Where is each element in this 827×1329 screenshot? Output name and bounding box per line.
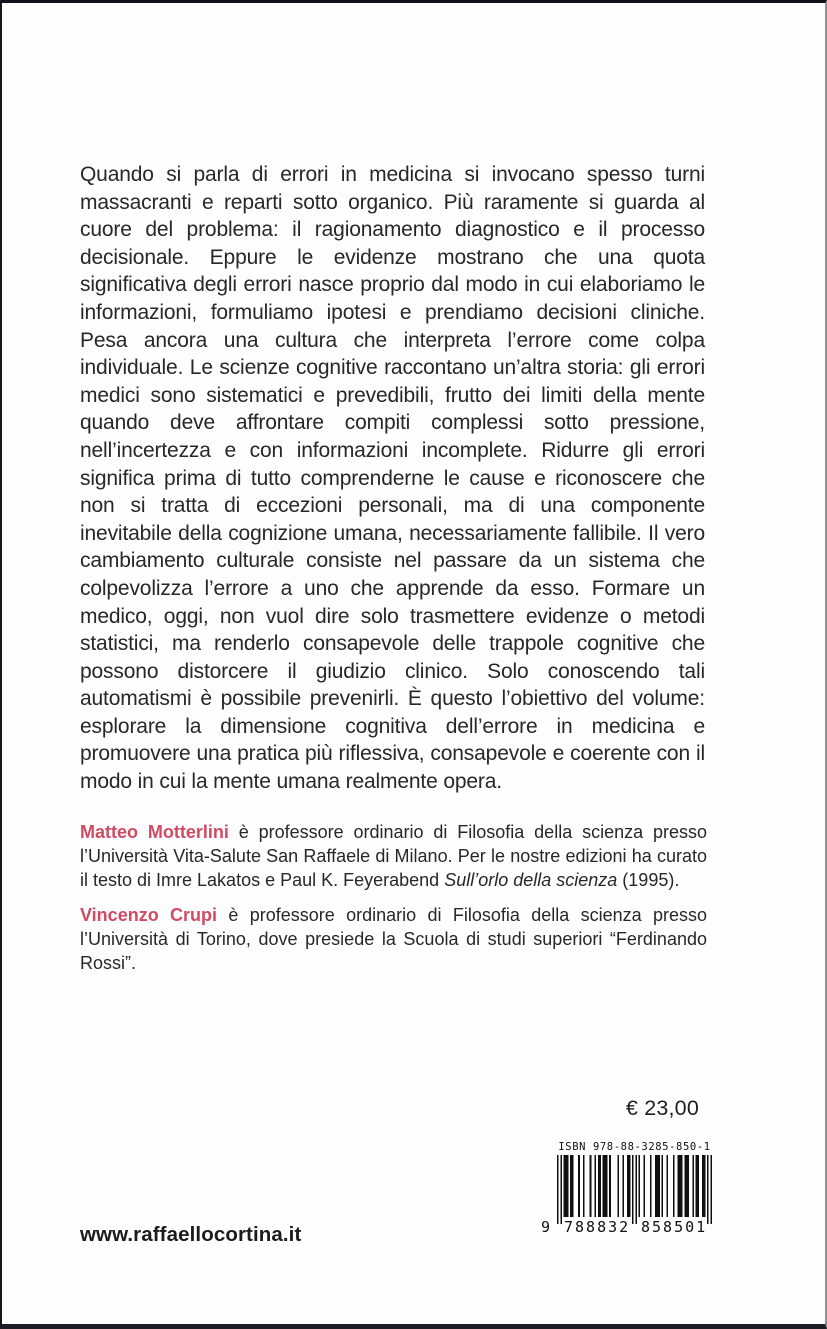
isbn-barcode-block bbox=[541, 1141, 712, 1236]
barcode-digits-left: 788832 bbox=[564, 1218, 631, 1236]
isbn-number-label: ISBN 978-88-3285-850-1 bbox=[558, 1141, 711, 1153]
author-bios bbox=[80, 820, 707, 986]
back-cover-blurb: Quando si parla di errori in medicina si invocano spesso turni massacranti e reparti sotto organico. Più raramente si guarda al cuore del problema: il ragionamento diagnostico e il processo decisionale. Eppure le evidenze mostrano che una quota significativa degli errori nasce proprio dal modo in cui elaboriamo le informazioni, formuliamo ipotesi e prendiamo decisioni cliniche. Pesa ancora una cultura che interpreta l’errore come colpa individuale. Le scienze cognitive raccontano un’altra storia: gli errori medici sono sistematici e prevedibili, frutto dei limiti della mente quando deve affrontare compiti complessi sotto pressione, nell’incertezza e con informazioni incomplete. Ridurre gli errori significa prima di tutto comprenderne le cause e riconoscere che non si tratta di eccezioni personali, ma di una componente inevitabile della cognizione umana, necessariamente fallibile. Il vero cambiamento culturale consiste nel passare da un sistema che colpevolizza l’errore a uno che apprende da esso. Formare un medico, oggi, non vuol dire solo trasmettere evidenze o metodi statistici, ma renderlo consapevole delle trappole cognitive che possono distorcere il giudizio clinico. Solo conoscendo tali automatismi è possibile prevenirli. È questo l’obiettivo del volume: esplorare la dimensione cognitiva dell’errore in medicina e promuovere una pratica più riflessiva, consapevole e coerente con il modo in cui la mente umana realmente opera. bbox=[80, 163, 705, 794]
author-bio-crupi bbox=[80, 903, 707, 975]
publisher-website: www.raffaellocortina.it bbox=[80, 1223, 302, 1246]
barcode-digits-right: 858501 bbox=[641, 1218, 708, 1236]
author-bio-book-title: Sull’orlo della scienza bbox=[444, 870, 618, 890]
author-bio-text-end: (1995). bbox=[617, 870, 680, 890]
author-bio-motterlini bbox=[80, 820, 707, 892]
price-label: € 23,00 bbox=[625, 1096, 699, 1120]
author-bio-text: è professore ordinario di Filosofia della scienza presso l’Università Vita-Salute San Raffaele di Milano. Per le nostre edizioni ha curato il testo di Imre Lakatos e Paul K. Feyerabend bbox=[80, 822, 707, 890]
barcode-digit-first: 9 bbox=[541, 1218, 553, 1236]
author-name-motterlini: Matteo Motterlini bbox=[80, 822, 229, 842]
barcode-bars bbox=[557, 1155, 712, 1224]
author-name-crupi: Vincenzo Crupi bbox=[80, 905, 218, 925]
ean13-barcode bbox=[541, 1155, 712, 1236]
author-bio-text: è professore ordinario di Filosofia della scienza presso l’Università di Torino, dove presiede la Scuola di studi superiori “Ferdinando Rossi”. bbox=[80, 905, 707, 973]
